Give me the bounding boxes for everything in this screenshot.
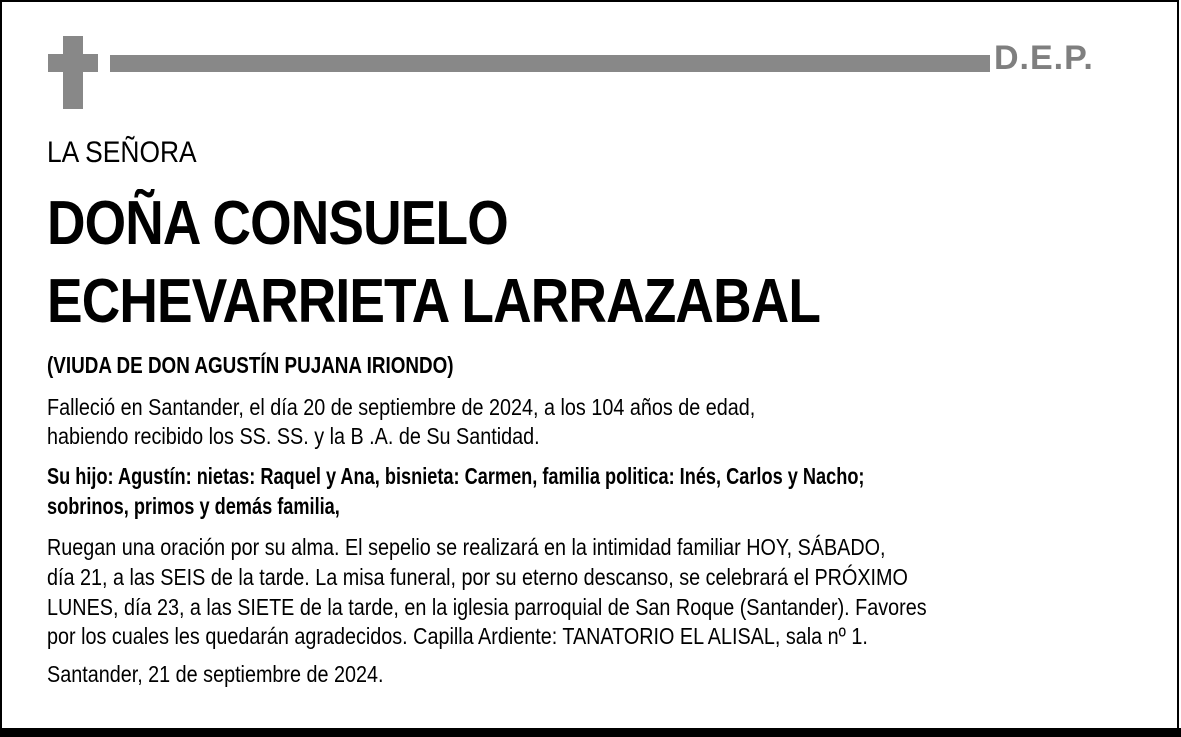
bottom-border [0,728,1181,737]
dep-label: D.E.P. [994,39,1094,77]
cross-icon-horizontal [48,54,98,72]
service-line2: día 21, a las SEIS de la tarde. La misa funeral, por su eterno descanso, se celebrará el PRÓXIMO [47,564,908,590]
death-info-line2: habiendo recibido los SS. SS. y la B .A. de Su Santidad. [47,423,540,449]
family-line2: sobrinos, primos y demás familia, [47,493,340,519]
death-info-line1: Falleció en Santander, el día 20 de septiembre de 2024, a los 104 años de edad, [47,394,756,420]
closing-date: Santander, 21 de septiembre de 2024. [47,661,384,687]
deceased-name-line2: ECHEVARRIETA LARRAZABAL [47,267,821,336]
service-line3: LUNES, día 23, a las SIETE de la tarde, en la iglesia parroquial de San Roque (Santander). Favores [47,594,927,620]
deceased-name-line1: DOÑA CONSUELO [47,189,508,258]
cross-icon-vertical [63,36,83,109]
widow-of: (VIUDA DE DON AGUSTÍN PUJANA IRIONDO) [47,352,454,378]
family-line1: Su hijo: Agustín: nietas: Raquel y Ana, bisnieta: Carmen, familia politica: Inés, Carlos y Nacho; [47,463,865,489]
service-line4: por los cuales les quedarán agradecidos. Capilla Ardiente: TANATORIO EL ALISAL, sala nº 1. [47,623,868,649]
title-prefix: LA SEÑORA [47,136,197,169]
service-line1: Ruegan una oración por su alma. El sepelio se realizará en la intimidad familiar HOY, SÁBADO, [47,534,886,560]
header-rule [110,55,990,72]
